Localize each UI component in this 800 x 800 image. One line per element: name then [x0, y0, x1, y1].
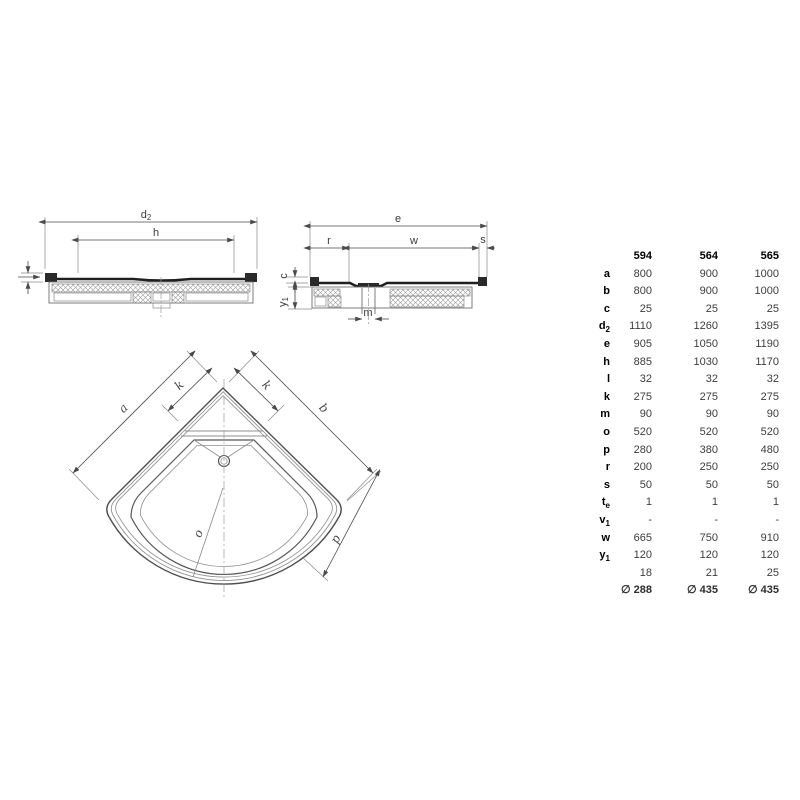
cell-value: - [775, 513, 779, 526]
dim-rim-height [18, 261, 40, 294]
table-row-p [558, 442, 784, 460]
row-label: w [601, 531, 610, 544]
table-row-e [558, 336, 784, 354]
cell-value: 32 [639, 373, 652, 386]
row-label: s [603, 478, 610, 491]
cell-value: 1 [711, 496, 718, 509]
tray-section [310, 277, 487, 326]
cell-value: 90 [705, 408, 718, 421]
cell-value: 885 [633, 355, 652, 368]
cell-value: 520 [699, 425, 718, 438]
cell-value: 900 [699, 267, 718, 280]
row-label: o [603, 425, 610, 438]
dim-label-m: m [363, 307, 373, 319]
cell-value: 900 [699, 285, 718, 298]
table-row-diameter [558, 582, 784, 600]
cell-value: 120 [633, 549, 652, 562]
table-corner-cell [558, 248, 610, 266]
cell-value: 1050 [693, 337, 718, 350]
dim-label-o: o [190, 527, 207, 540]
cell-value: 250 [699, 461, 718, 474]
dim-label-c: c [278, 273, 290, 279]
cell-value: - [648, 513, 652, 526]
dim-label-e: e [394, 213, 402, 225]
cell-value: ∅ 288 [621, 584, 652, 597]
cell-value: 910 [760, 531, 779, 544]
cell-value: 25 [639, 302, 652, 315]
cell-value: 1 [645, 496, 652, 509]
cell-value: 1260 [693, 320, 718, 333]
table-row-te [558, 494, 784, 512]
dim-label-a: a [115, 400, 131, 416]
dim-line-k-right [238, 372, 278, 411]
cell-value: 280 [633, 443, 652, 456]
column-header-565: 565 [760, 250, 779, 262]
cell-value: 250 [760, 461, 779, 474]
row-label: r [605, 461, 610, 474]
cell-value: 800 [633, 285, 652, 298]
spec-table [558, 248, 784, 600]
cell-value: 665 [633, 531, 652, 544]
row-label: c [603, 302, 610, 315]
cell-value: 1395 [754, 320, 779, 333]
cell-value: 380 [699, 443, 718, 456]
cell-value: 50 [705, 478, 718, 491]
cell-value: 50 [639, 478, 652, 491]
cell-value: 1190 [755, 337, 779, 350]
table-header-row [558, 248, 784, 266]
cell-value: 520 [633, 425, 652, 438]
dim-label-b: b [316, 400, 332, 416]
cell-value: 1110 [629, 320, 652, 333]
table-row-m [558, 406, 784, 424]
table-row-k [558, 389, 784, 407]
row-label: k [603, 390, 610, 403]
row-label: e [603, 337, 610, 350]
row-label: $t_e$ [601, 496, 610, 511]
row-label: p [603, 443, 610, 456]
table-row-l [558, 371, 784, 389]
row-label: b [603, 285, 610, 298]
cell-value: 905 [633, 337, 652, 350]
plan-view-drawing [55, 345, 400, 605]
cell-value: 480 [760, 443, 779, 456]
cell-value: 32 [705, 373, 718, 386]
cell-value: 275 [699, 390, 718, 403]
cell-value: 750 [699, 531, 718, 544]
cell-value: 90 [639, 408, 652, 421]
table-row-h [558, 354, 784, 372]
dim-label-d2: d2 [140, 209, 152, 222]
table-row-y1 [558, 547, 784, 565]
cell-value: 520 [760, 425, 779, 438]
dim-label-w: w [410, 235, 418, 247]
table-row-b [558, 283, 784, 301]
table-row-s [558, 477, 784, 495]
cell-value: - [714, 513, 718, 526]
cell-value: 275 [633, 390, 652, 403]
dim-label-r: r [327, 235, 331, 247]
cell-value: 1000 [754, 267, 779, 280]
row-label [558, 565, 610, 583]
dim-label-k-right: k [259, 377, 275, 393]
cell-value: 275 [760, 390, 779, 403]
row-label: l [606, 373, 610, 386]
cell-value: 25 [705, 302, 718, 315]
column-header-594: 594 [633, 250, 652, 262]
cell-value: 90 [766, 408, 779, 421]
dim-label-y1: y1 [277, 297, 290, 307]
column-header-564: 564 [699, 250, 718, 262]
row-label [558, 582, 610, 600]
cell-value: 50 [766, 478, 779, 491]
table-row-weight [558, 565, 784, 583]
row-label: $y_1$ [599, 549, 610, 564]
extension-lines [21, 217, 257, 282]
row-label: a [603, 267, 610, 280]
tray-plan-outlines [107, 379, 344, 597]
dim-label-p: p [327, 532, 344, 546]
cell-value: 21 [705, 566, 718, 579]
row-label: m [600, 408, 610, 421]
dim-line-k-left [168, 372, 208, 411]
table-row-a [558, 266, 784, 284]
cell-value: ∅ 435 [687, 584, 718, 597]
dim-line-b [255, 355, 373, 473]
dim-label-s: s [480, 234, 486, 246]
cell-value: 200 [633, 461, 652, 474]
cell-value: 1 [772, 496, 779, 509]
cell-value: 1030 [693, 355, 718, 368]
dim-label-h: h [152, 227, 160, 239]
table-row-c [558, 301, 784, 319]
cell-value: 32 [766, 373, 779, 386]
cell-value: 25 [766, 302, 779, 315]
table-row-v1 [558, 512, 784, 530]
dim-line-a [73, 355, 191, 473]
row-label: $d_2$ [598, 320, 610, 335]
cell-value: 800 [633, 267, 652, 280]
cell-value: 120 [760, 549, 779, 562]
table-row-r [558, 459, 784, 477]
cell-value: 18 [639, 566, 652, 579]
table-row-w [558, 530, 784, 548]
dim-line-p [323, 475, 377, 577]
table-row-d2 [558, 318, 784, 336]
cell-value: 120 [699, 549, 718, 562]
row-label: h [603, 355, 610, 368]
side-section-drawing [278, 210, 502, 340]
cell-value: 1000 [754, 285, 779, 298]
tray-section [45, 273, 257, 318]
cell-value: 1170 [755, 355, 779, 368]
cell-value: ∅ 435 [748, 584, 779, 597]
row-label: $v_1$ [599, 513, 610, 529]
front-section-drawing [18, 205, 276, 323]
cell-value: 25 [766, 566, 779, 579]
dim-label-k-left: k [171, 377, 187, 393]
table-row-o [558, 424, 784, 442]
